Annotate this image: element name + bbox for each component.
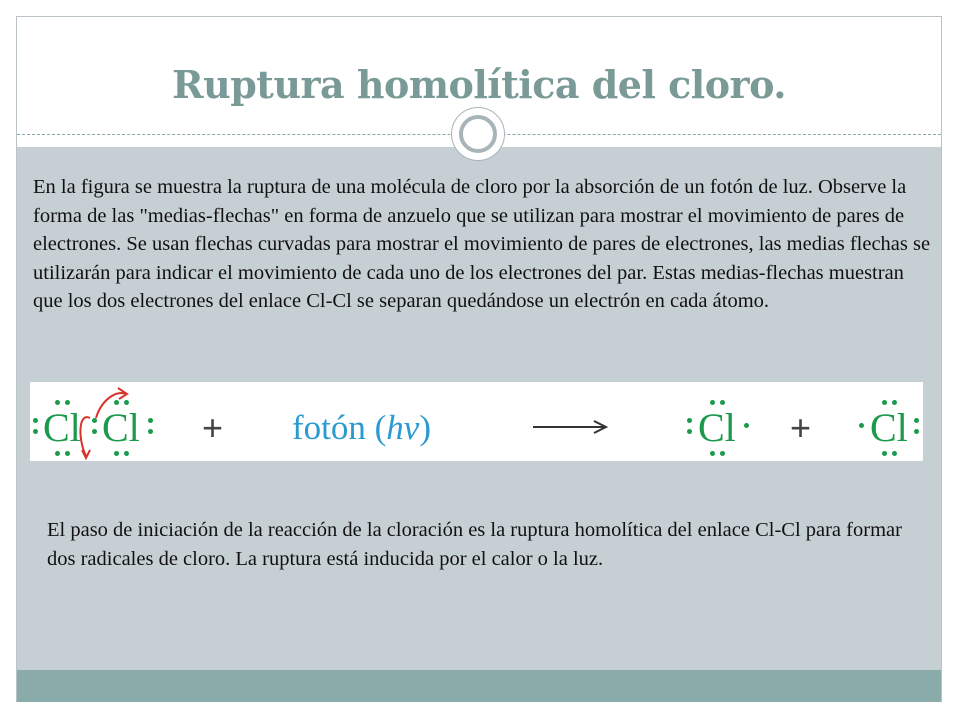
electron-dot [892,400,897,405]
plus-sign-2: + [790,407,812,448]
reaction-equation [30,382,923,461]
photon-paren-close: ) [419,408,431,447]
initiation-paragraph: El paso de iniciación de la reacción de la cloración es la ruptura homolítica del enlace Cl-Cl para formar dos radicales de cloro. La ruptura está inducida por el calor o la luz. [47,519,902,570]
electron-dot [914,429,919,434]
page-title: Ruptura homolítica del cloro. [172,62,786,107]
reactant-cl-atom-2: Cl [102,405,140,450]
electron-dot [720,400,725,405]
photon-symbol: hν [386,408,420,447]
electron-dot [687,429,692,434]
product-cl-atom-2: Cl [870,405,908,450]
electron-dot [882,400,887,405]
plus-sign-1: + [202,407,224,448]
radical-electron-dot [744,423,749,428]
reactant-cl-atom-1: Cl [43,405,81,450]
radical-electron-dot [859,423,864,428]
photon-word: fotón [292,408,366,447]
footer-band [17,670,941,702]
circle-ornament-inner [459,115,497,153]
circle-ornament-icon [451,107,505,161]
electron-dot [892,451,897,456]
photon-paren-open: ( [374,408,387,447]
product-cl-atom-1: Cl [698,405,736,450]
electron-dot [687,418,692,423]
electron-dot [710,400,715,405]
electron-dot [914,418,919,423]
electron-dot [720,451,725,456]
electron-dot [710,451,715,456]
intro-paragraph: En la figura se muestra la ruptura de una molécula de cloro por la absorción de un fotón de luz. Observe la forma de las "medias-flechas" en forma de anzuelo que se utilizan para mostrar el movimiento de pares de electrones. Se usan flechas curvadas para mostrar el movimiento de pares de electrones, las medias flechas se utilizarán para indicar el movimiento de cada uno de los electrones del par. Estas medias-flechas muestran que los dos electrones del enlace Cl-Cl se separan quedándose un electrón en cada átomo. [33,176,931,312]
electron-dot [882,451,887,456]
